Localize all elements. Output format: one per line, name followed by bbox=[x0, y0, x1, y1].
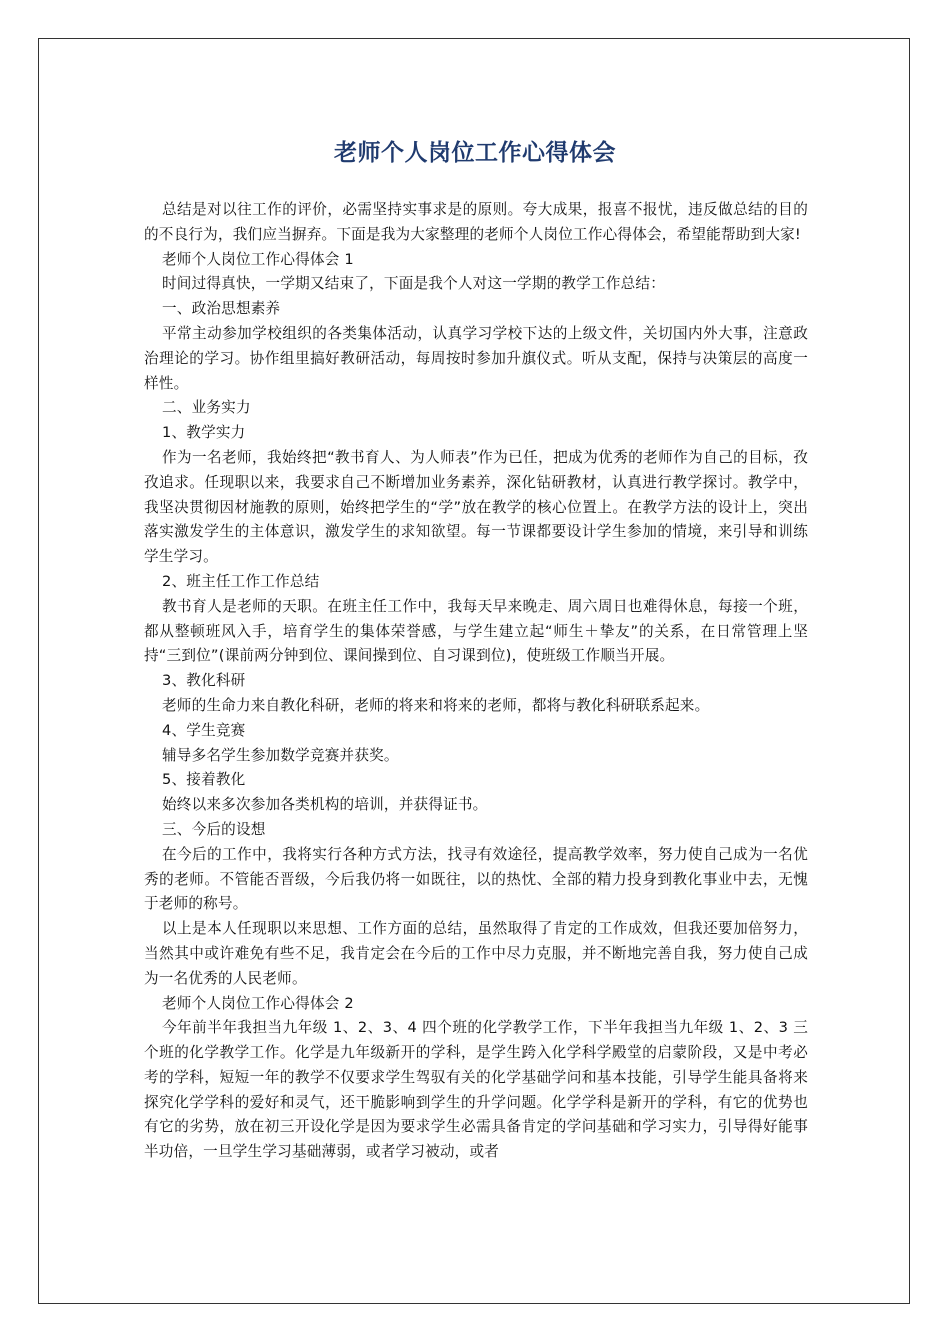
subheading: 4、学生竞赛 bbox=[162, 721, 246, 739]
paragraph: 以上是本人任现职以来思想、工作方面的总结，虽然取得了肯定的工作成效，但我还要加倍努力，当然其中或许难免有些不足，我肯定会在今后的工作中尽力克服，并不断地完善自我，努力使自己成为一名优秀的人民老师。 bbox=[144, 920, 808, 987]
document-title: 老师个人岗位工作心得体会 bbox=[334, 140, 616, 166]
subheading: 5、接着教化 bbox=[162, 771, 246, 789]
paragraph: 教书育人是老师的天职。在班主任工作中，我每天早来晚走、周六周日也难得休息，每接一个班，都从整顿班风入手，培育学生的集体荣誉感，与学生建立起“师生＋挚友”的关系，在日常管理上坚持“三到位”(课前两分钟到位、课间操到位、自习课到位)，使班级工作顺当开展。 bbox=[144, 597, 808, 665]
paragraph: 老师的生命力来自教化科研，老师的将来和将来的老师，都将与教化科研联系起来。 bbox=[162, 696, 710, 714]
paragraph: 平常主动参加学校组织的各类集体活动，认真学习学校下达的上级文件，关切国内外大事，注意政治理论的学习。协作组里搞好教研活动，每周按时参加升旗仪式。听从支配，保持与决策层的高度一样性。 bbox=[144, 324, 808, 392]
paragraph: 今年前半年我担当九年级 1、2、3、4 四个班的化学教学工作，下半年我担当九年级 1、2、3 三个班的化学教学工作。化学是九年级新开的学科，是学生跨入化学科学殿堂的启蒙阶段，又是中考必考的学科，短短一年的教学不仅要求学生驾驭有关的化学基础学问和基本技能，引导学生能具备将来探究化学学科的爱好和灵气，还干脆影响到学生的升学问题。化学学科是新开的学科，有它的优势也有它的劣势，放在初三开设化学是因为要求学生必需具备肯定的学问基础和学习实力，引导得好能事半功倍，一旦学生学习基础薄弱，或者学习被动，或者 bbox=[144, 1019, 808, 1161]
subheading: 2、班主任工作工作总结 bbox=[162, 572, 320, 590]
section-heading-1: 老师个人岗位工作心得体会 1 bbox=[162, 250, 354, 268]
subheading: 二、业务实力 bbox=[162, 399, 251, 417]
paragraph: 在今后的工作中，我将实行各种方式方法，找寻有效途径，提高教学效率，努力使自己成为一名优秀的老师。不管能否晋级，今后我仍将一如既往，以的热忱、全部的精力投身到教化事业中去，无愧于老师的称号。 bbox=[144, 845, 808, 913]
document-body bbox=[144, 198, 808, 1165]
section-heading-2: 老师个人岗位工作心得体会 2 bbox=[162, 994, 354, 1012]
subheading: 一、政治思想素养 bbox=[162, 300, 281, 318]
subheading: 三、今后的设想 bbox=[162, 820, 266, 838]
intro-paragraph: 总结是对以往工作的评价，必需坚持实事求是的原则。夸大成果，报喜不报忧，违反做总结的目的的不良行为，我们应当摒弃。下面是我为大家整理的老师个人岗位工作心得体会，希望能帮助到大家! bbox=[144, 201, 808, 243]
subheading: 1、教学实力 bbox=[162, 424, 246, 442]
paragraph: 时间过得真快，一学期又结束了，下面是我个人对这一学期的教学工作总结： bbox=[162, 275, 665, 293]
paragraph: 作为一名老师，我始终把“教书育人、为人师表”作为已任，把成为优秀的老师作为自己的目标，孜孜追求。任现职以来，我要求自己不断增加业务素养，深化钻研教材，认真进行教学探讨。教学中，我坚决贯彻因材施教的原则，始终把学生的“学”放在教学的核心位置上。在教学方法的设计上，突出落实激发学生的主体意识，激发学生的求知欲望。每一节课都要设计学生参加的情境，来引导和训练学生学习。 bbox=[144, 448, 808, 566]
paragraph: 始终以来多次参加各类机构的培训，并获得证书。 bbox=[162, 796, 488, 814]
subheading: 3、教化科研 bbox=[162, 672, 246, 690]
paragraph: 辅导多名学生参加数学竞赛并获奖。 bbox=[162, 746, 399, 764]
